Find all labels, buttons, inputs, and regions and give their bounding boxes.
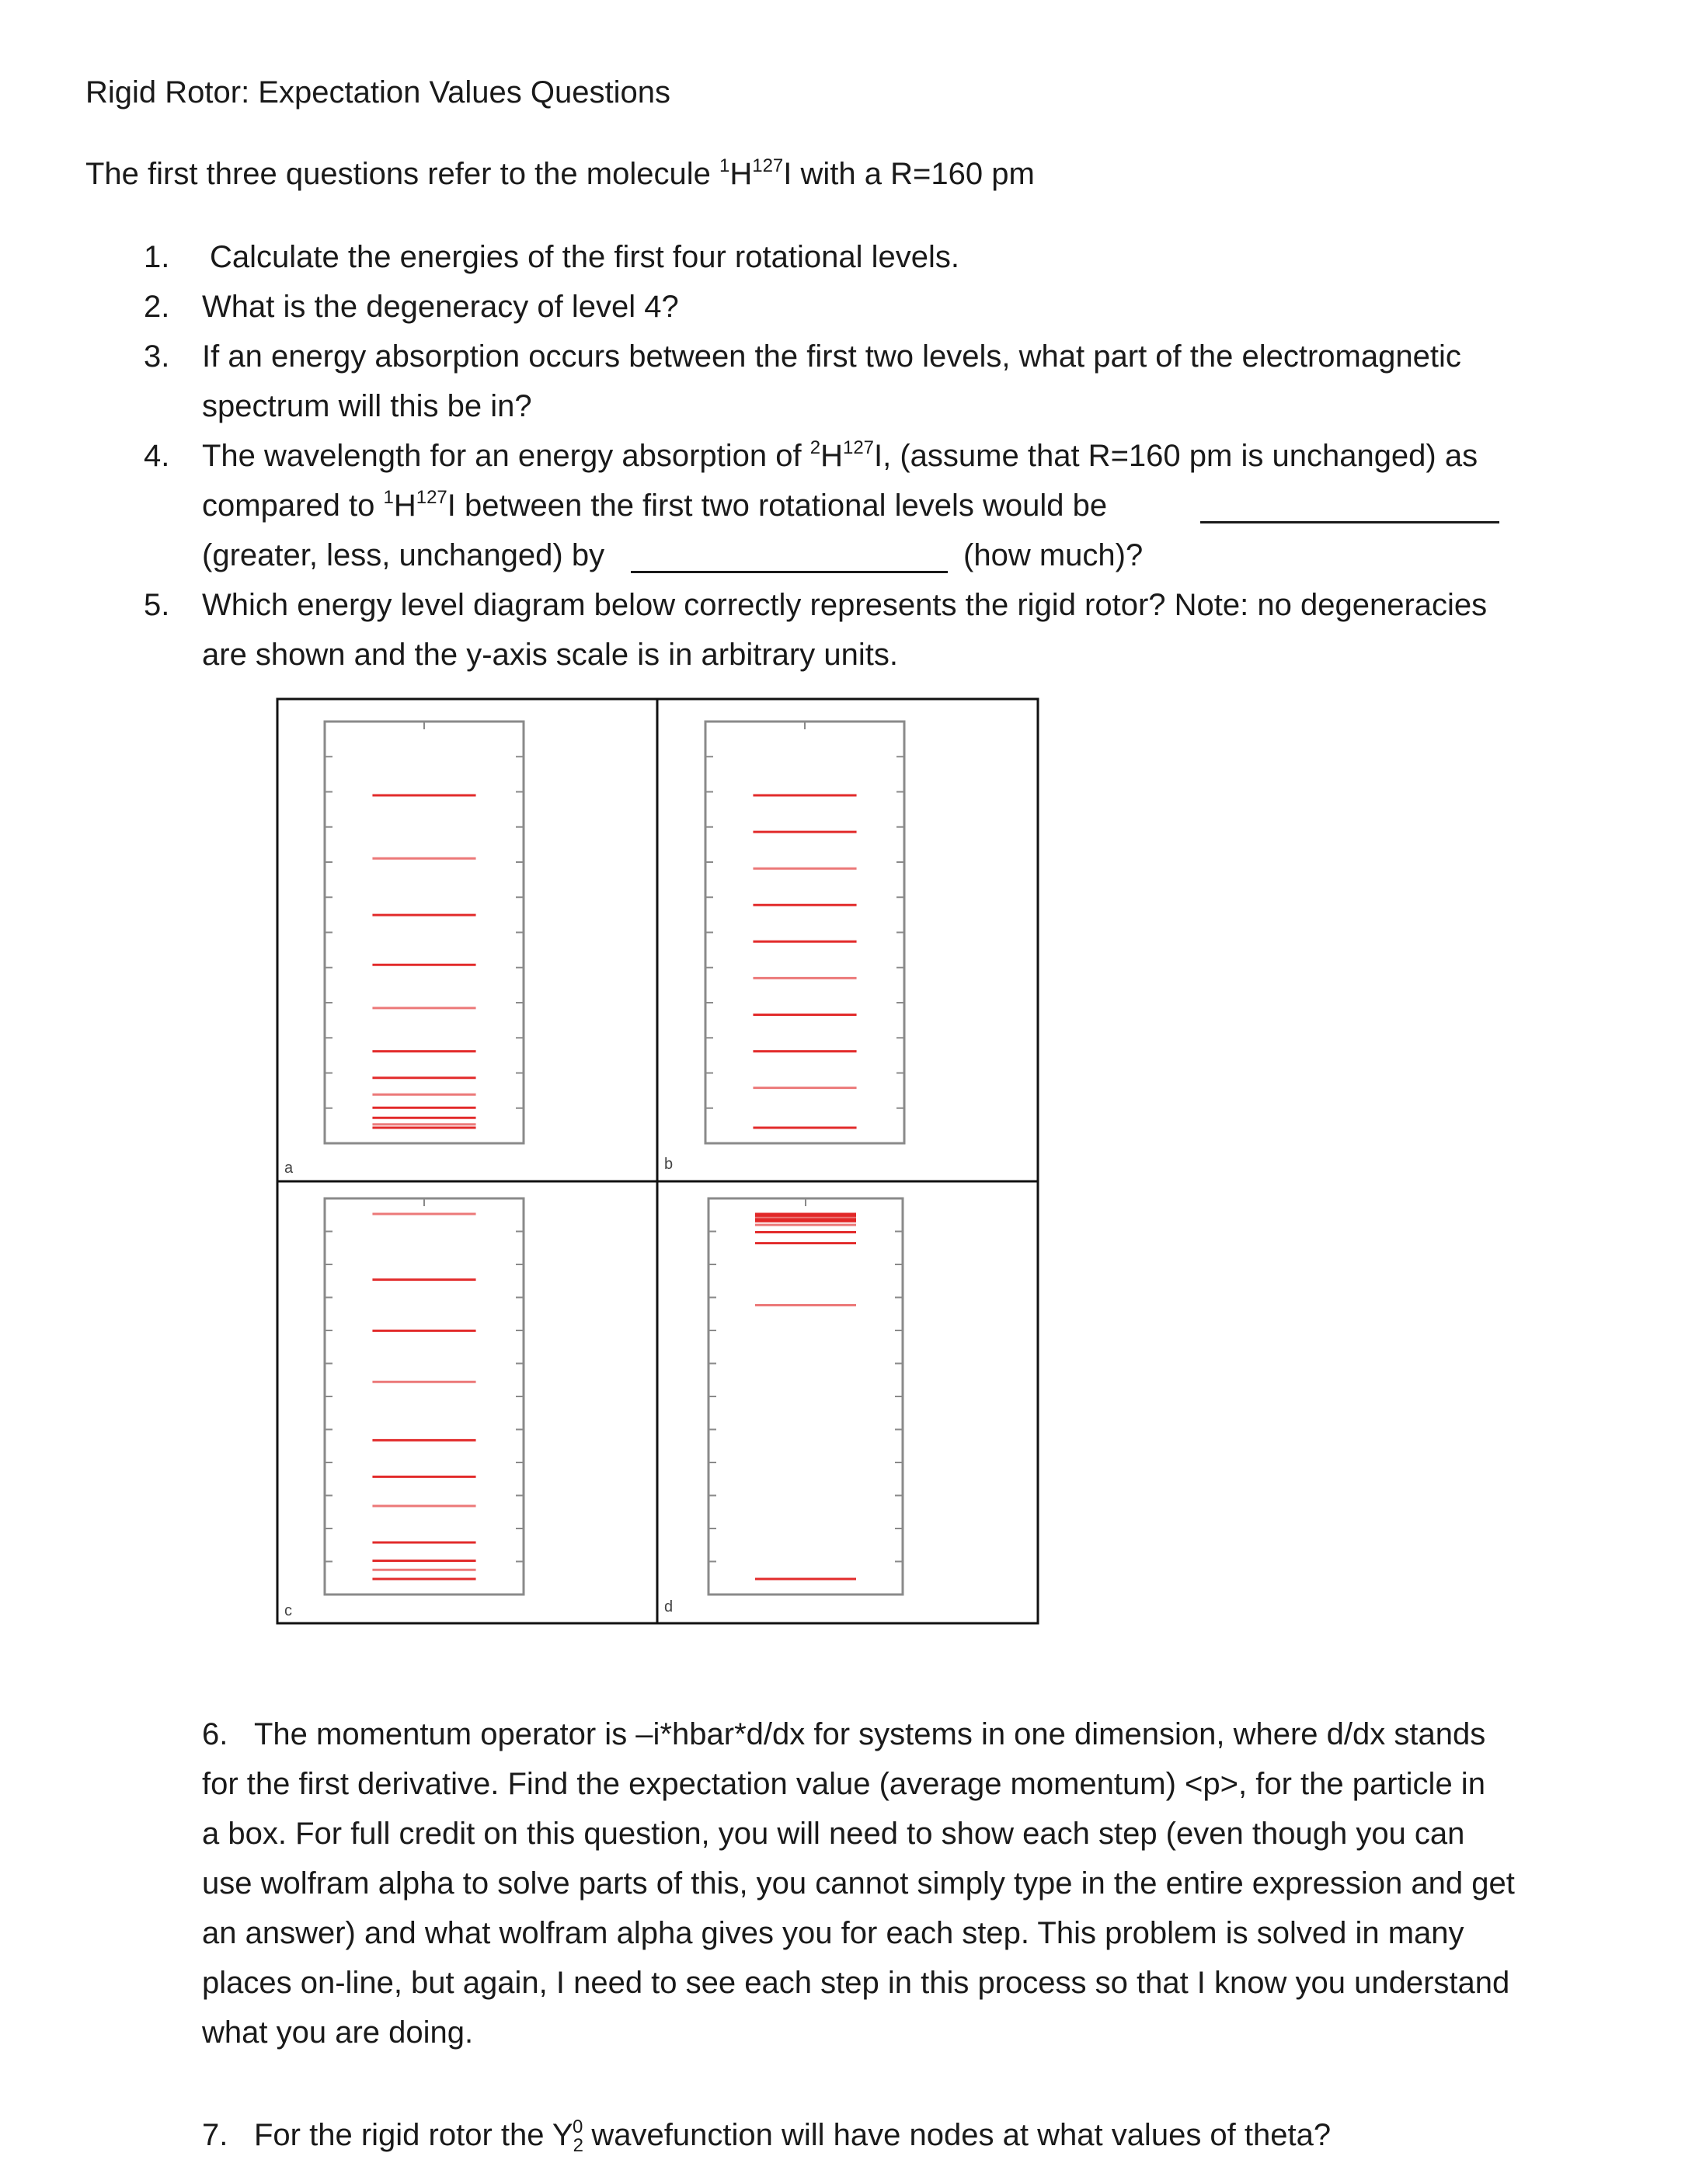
q4-l1-b: I, (assume that R=160 pm is unchanged) as xyxy=(874,439,1478,473)
q3-line2: spectrum will this be in? xyxy=(202,389,532,423)
q6-line6: places on-line, but again, I need to see each step in this process so that I know you understand xyxy=(202,1966,1510,2000)
q6-line3: a box. For full credit on this question, you will need to show each step (even though you can xyxy=(202,1817,1465,1851)
panel-frame xyxy=(325,1198,524,1595)
q5-line1: Which energy level diagram below correctly represents the rigid rotor? Note: no degeneracies xyxy=(202,588,1488,622)
q2-number: 2. xyxy=(144,290,170,324)
q4-line3-b: (how much)? xyxy=(963,538,1144,572)
q6-line5: an answer) and what wolfram alpha gives you for each step. This problem is solved in many xyxy=(202,1916,1464,1950)
q4-l1-h: H xyxy=(820,439,843,473)
q7-subscript: 2 xyxy=(573,2135,583,2156)
q4-l1-sup2: 127 xyxy=(842,437,875,458)
diagram-panel-b xyxy=(664,722,904,1173)
q6-line7: what you are doing. xyxy=(202,2015,474,2050)
intro-h: H xyxy=(729,157,753,191)
q7-text xyxy=(254,2116,1332,2156)
q4-l1-sup1: 2 xyxy=(809,437,821,458)
diagram-panel-c xyxy=(284,1198,524,1619)
q3-number: 3. xyxy=(144,339,170,374)
q7-before: For the rigid rotor the Y xyxy=(254,2118,573,2152)
q4-l2-sup1: 1 xyxy=(383,487,394,508)
panel-frame xyxy=(705,722,904,1143)
q6-line2: for the first derivative. Find the expectation value (average momentum) <p>, for the particle in xyxy=(202,1767,1485,1801)
q4-l2-a: compared to xyxy=(202,489,384,523)
q7-superscript: 0 xyxy=(572,2116,583,2137)
q1-text: Calculate the energies of the first four rotational levels. xyxy=(210,240,959,274)
intro-iso-h: 1 xyxy=(719,155,730,176)
panel-label: d xyxy=(664,1598,674,1615)
q6-line1: The momentum operator is –i*hbar*d/dx for systems in one dimension, where d/dx stands xyxy=(254,1717,1486,1751)
q4-l2-b: I between the first two rotational levels would be xyxy=(447,489,1108,523)
q7-after: wavefunction will have nodes at what values of theta? xyxy=(583,2118,1332,2152)
q4-l2-h: H xyxy=(393,489,416,523)
panel-frame xyxy=(708,1198,903,1595)
panel-label: a xyxy=(284,1160,294,1177)
q6-line4: use wolfram alpha to solve parts of this, you cannot simply type in the entire expression and get xyxy=(202,1866,1515,1901)
q7-number: 7. xyxy=(202,2118,228,2152)
q4-line3-a: (greater, less, unchanged) by xyxy=(202,538,605,572)
q4-l2-sup2: 127 xyxy=(416,487,447,508)
q4-l1-a: The wavelength for an energy absorption of xyxy=(202,439,810,473)
q6-number: 6. xyxy=(202,1717,228,1751)
panel-label: b xyxy=(664,1156,674,1173)
page-title: Rigid Rotor: Expectation Values Questions xyxy=(85,75,670,110)
intro-iso-i: 127 xyxy=(752,155,784,176)
diagram-panels xyxy=(284,722,904,1619)
q1-number: 1. xyxy=(144,240,170,274)
intro-after: I with a R=160 pm xyxy=(783,157,1035,191)
q5-number: 5. xyxy=(144,588,170,622)
panel-frame xyxy=(325,722,524,1143)
q2-text: What is the degeneracy of level 4? xyxy=(202,290,679,324)
diagram-panel-a xyxy=(284,722,524,1177)
intro-before: The first three questions refer to the molecule xyxy=(85,157,719,191)
q3-line1: If an energy absorption occurs between the first two levels, what part of the electromagnetic xyxy=(202,339,1461,374)
q4-number: 4. xyxy=(144,439,170,473)
diagram-panel-d xyxy=(664,1198,903,1615)
q5-line2: are shown and the y-axis scale is in arbitrary units. xyxy=(202,638,898,672)
panel-label: c xyxy=(284,1602,292,1619)
